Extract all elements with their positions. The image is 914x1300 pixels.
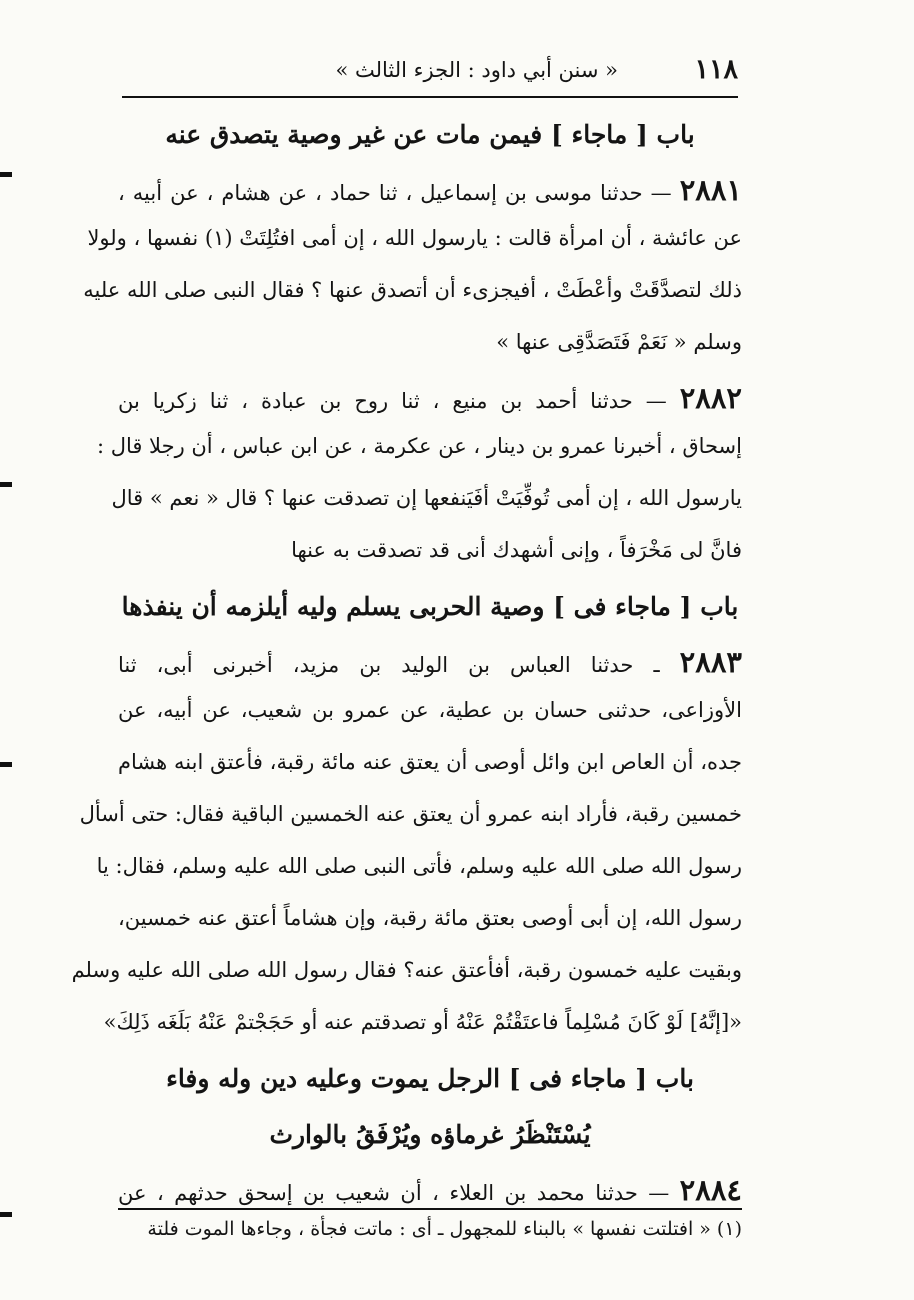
line-text: — حدثنا محمد بن العلاء ، أن شعيب بن إسحق حدثهم ، عن: [118, 1181, 670, 1205]
text-line: [118, 752, 742, 804]
page-header: [122, 50, 738, 90]
scan-margin-mark: [0, 482, 12, 487]
page-number: ١١٨: [694, 54, 738, 85]
text-line: [103, 1010, 742, 1064]
text-line: [71, 958, 742, 1012]
line-text: «[إنَّهُ] لَوْ كَانَ مُسْلِماً فاعتَقْتُمْ عَنْهُ أو تصدقتم عنه أو حَجَجْتمْ عَنْهُ بَلَغَه ذَلِكَ»: [103, 1010, 742, 1034]
scan-margin-mark: [0, 172, 12, 177]
line-text: — حدثنا أحمد بن منيع ، ثنا روح بن عبادة ، ثنا زكريا بن: [118, 389, 667, 413]
line-text: جده، أن العاص ابن وائل أوصى أن يعتق عنه مائة رقبة، فأعتق ابنه هشام: [118, 750, 742, 774]
line-text: رسول الله، إن أبى أوصى بعتق مائة رقبة، وإن هشاماً أعتق عنه خمسين،: [118, 906, 742, 930]
text-line: [118, 540, 742, 592]
text-line: [111, 486, 742, 540]
section-heading: باب [ ماجاء ] فيمن مات عن غير وصية يتصدق عنه: [165, 120, 695, 149]
footnote: (١) « افتلتت نفسها » بالبناء للمجهول ـ أى : ماتت فجأة ، وجاءها الموت فلتة: [147, 1218, 742, 1240]
text-line: [118, 700, 742, 752]
section-heading: باب [ ماجاء فى ] وصية الحربى يسلم وليه أيلزمه أن ينفذها: [121, 592, 739, 621]
line-text: ذلك لتصدَّقَتْ وأعْطَتْ ، أفيجزىء أن أتصدق عنها ؟ فقال النبى صلى الله عليه: [83, 278, 742, 302]
section-heading: باب [ ماجاء فى ] الرجل يموت وعليه دين وله وفاء: [166, 1064, 694, 1093]
text-line: [96, 854, 742, 908]
hadith-number: ٢٨٨٤: [679, 1173, 742, 1207]
hadith-number: ٢٨٨٣: [679, 645, 742, 679]
hadith-number: ٢٨٨٢: [679, 381, 742, 415]
running-title: « سنن أبي داود : الجزء الثالث »: [335, 58, 618, 82]
line-text: وسلم « نَعَمْ فَتَصَدَّقِى عنها »: [496, 330, 742, 354]
text-line: [87, 226, 742, 280]
line-text: خمسين رقبة، فأراد ابنه عمرو أن يعتق عنه الخمسين الباقية فقال: حتى أسأل: [79, 802, 742, 826]
line-text: ـ حدثنا العباس بن الوليد بن مزيد، أخبرنى أبى، ثنا: [118, 653, 660, 677]
text-line: [118, 332, 742, 384]
scan-margin-mark: [0, 762, 12, 767]
line-text: عن عائشة ، أن امرأة قالت : يارسول الله ، إن أمى افتُلِتَتْ (١) نفسها ، ولولا: [87, 226, 742, 250]
line-text: وبقيت عليه خمسون رقبة، أفأعتق عنه؟ فقال رسول الله صلى الله عليه وسلم: [71, 958, 742, 982]
hadith-start-line: [118, 381, 742, 436]
line-text: يارسول الله ، إن أمى تُوفِّيَتْ أفَيَنفعها إن تصدقت عنها ؟ قال « نعم » قال: [111, 486, 742, 510]
line-text: رسول الله صلى الله عليه وسلم، فأتى النبى صلى الله عليه وسلم، فقال: يا: [96, 854, 742, 878]
hadith-start-line: [118, 173, 742, 228]
text-line: [79, 802, 742, 856]
footnote-rule: [118, 1208, 742, 1210]
text-line: [83, 278, 742, 332]
line-text: الأوزاعى، حدثنى حسان بن عطية، عن عمرو بن شعيب، عن أبيه، عن: [118, 698, 742, 722]
line-text: — حدثنا موسى بن إسماعيل ، ثنا حماد ، عن هشام ، عن أبيه ،: [118, 181, 672, 205]
header-rule: [122, 96, 738, 98]
hadith-start-line: [118, 645, 742, 700]
line-text: إسحاق ، أخبرنا عمرو بن دينار ، عن عكرمة ، عن ابن عباس ، أن رجلا قال :: [96, 434, 742, 458]
section-heading: يُسْتَنْظَرُ غرماؤه ويُرْفَقُ بالوارث: [269, 1120, 591, 1149]
text-line: [118, 908, 742, 960]
line-text: فانَّ لى مَخْرَفاً ، وإنى أشهدك أنى قد تصدقت به عنها: [291, 538, 742, 562]
page-body: [71, 120, 742, 1228]
text-line: [96, 434, 742, 488]
hadith-number: ٢٨٨١: [679, 173, 742, 207]
scan-margin-mark: [0, 1212, 12, 1217]
